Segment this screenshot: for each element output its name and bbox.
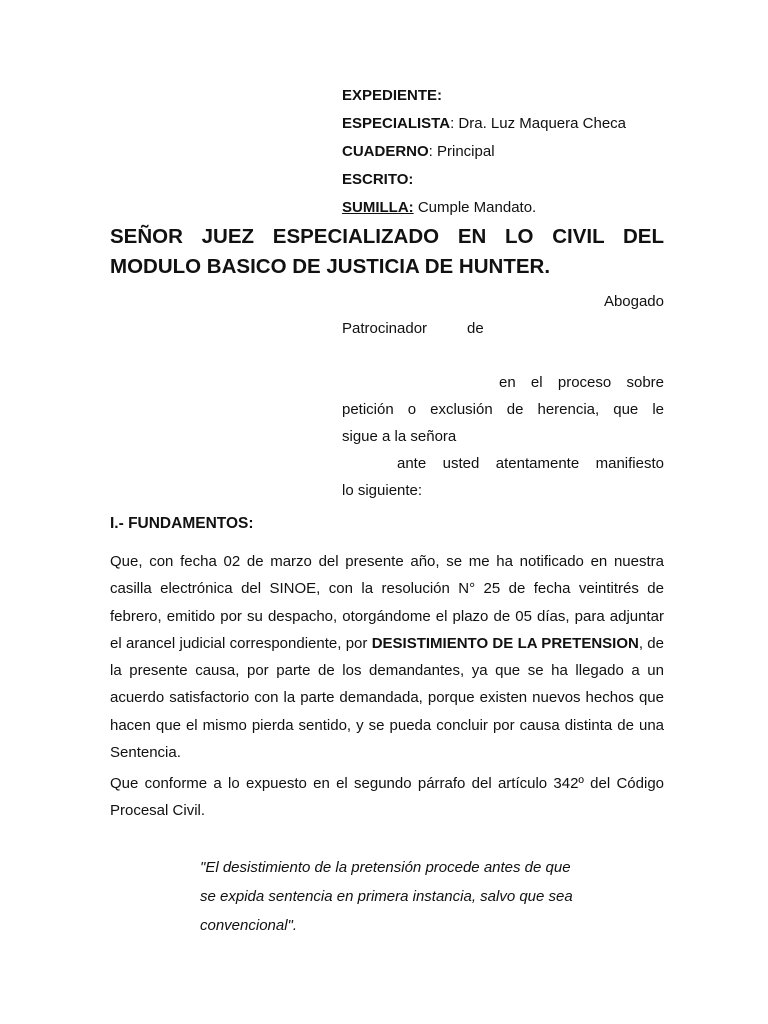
especialista-line [342, 110, 672, 138]
case-header [342, 82, 672, 222]
sumilla-label: SUMILLA: [342, 199, 414, 216]
intro-line-patrocinador [342, 315, 664, 342]
abogado-text: Abogado [603, 293, 664, 310]
especialista-value: : Dra. Luz Maquera Checa [450, 115, 626, 132]
especialista-label: ESPECIALISTA [342, 115, 451, 132]
cuaderno-label: CUADERNO [342, 143, 429, 160]
intro-line-proceso: en el proceso sobre [499, 374, 664, 391]
intro-blank-line [342, 342, 664, 369]
addressee-title: SEÑOR JUEZ ESPECIALIZADO EN LO CIVIL DEL MODULO BASICO DE JUSTICIA DE HUNTER. [110, 225, 664, 278]
paragraph-1-text-a: Que, con fecha 02 de marzo del presente año, se me ha notificado en nuestra casilla electrónica del SINOE, con la resolución N° 25 de fecha veintitrés de febrero, emitido por su despacho, otorgándome el plazo de 05 días, para adjuntar el arancel judicial correspondiente, por [110, 553, 664, 652]
expediente-label: EXPEDIENTE [342, 87, 438, 104]
expediente-separator: : [437, 87, 443, 104]
fundamentos-paragraph-1 [110, 548, 664, 766]
paragraph-1-bold: DESISTIMIENTO DE LA PRETENSION [371, 634, 639, 652]
expediente-line [342, 82, 672, 110]
sumilla-value: Cumple Mandato. [413, 199, 537, 216]
section-heading: I.- FUNDAMENTOS: [110, 515, 254, 532]
escrito-line [342, 166, 672, 194]
patrocinador-text: Patrocinador [342, 320, 428, 337]
intro-line-manifiesto: ante usted atentamente manifiesto [397, 455, 664, 472]
intro-line-abogado [342, 288, 664, 315]
intro-line-peticion: petición o exclusión de herencia, que le [342, 401, 664, 418]
escrito-label: ESCRITO: [342, 171, 414, 188]
de-text: de [467, 320, 484, 337]
cuaderno-value: : Principal [428, 143, 495, 160]
intro-line-senora: sigue a la señora [342, 428, 457, 445]
fundamentos-paragraph-2: Que conforme a lo expuesto en el segundo párrafo del artículo 342º del Código Procesal Civil. [110, 775, 664, 820]
cuaderno-line [342, 138, 672, 166]
intro-line-siguiente: lo siguiente: [342, 482, 423, 499]
sumilla-line [342, 194, 672, 222]
intro-block [342, 288, 664, 504]
paragraph-1-text-b: , de la presente causa, por parte de los demandantes, ya que se ha llegado a un acuerdo satisfactorio con la parte demandada, porque existen nuevos hechos que hacen que el mismo pierda sentido, y se pueda concluir por causa distinta de una Sentencia. [110, 634, 664, 762]
legal-quote: "El desistimiento de la pretensión procede antes de que se expida sentencia en primera instancia, salvo que sea convencional". [200, 859, 573, 934]
